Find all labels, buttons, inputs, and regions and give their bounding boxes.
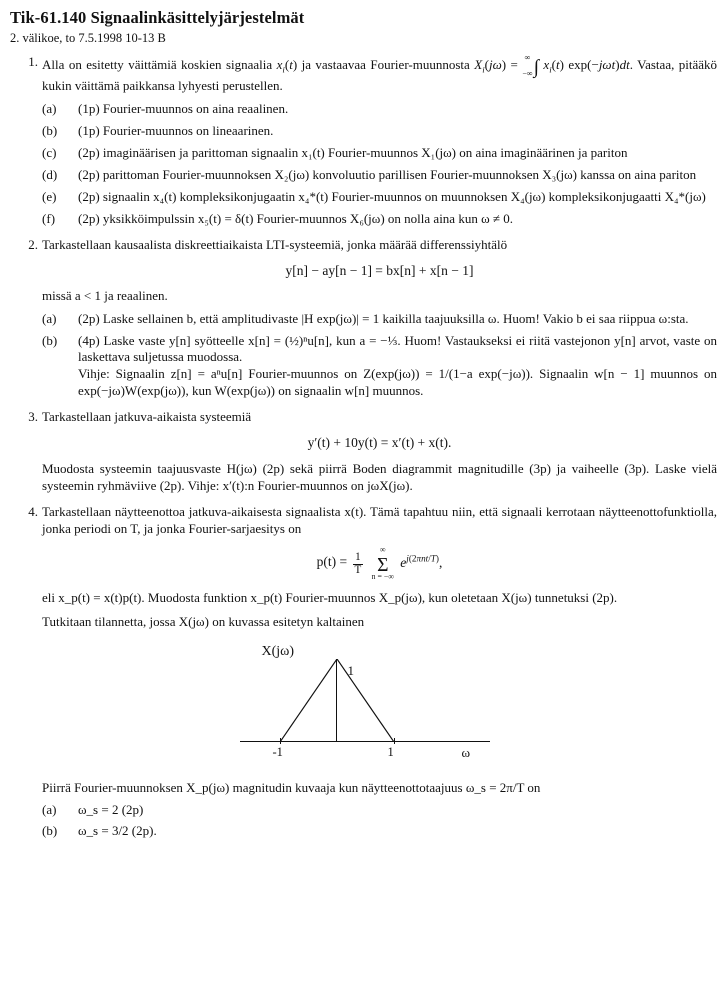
figure-x-tick-label-left: -1 [272,744,283,759]
problem-4-tail-items [42,802,717,839]
triangle-left-edge-icon [280,659,337,742]
problem-1-intro-b: ja vastaavaa Fourier-muunnosta [301,57,470,73]
problem-4-equation [42,546,717,580]
figure-x-tick-label-right: 1 [387,744,394,759]
problem-2b-hint: Vihje: Signaalin z[n] = aⁿu[n] Fourier-muunnos on Z(exp(jω)) = 1/(1−a exp(−jω)). Signaalin w[n − 1] muunnos on exp(−jω)W(exp(jω)), kun W(exp(jω)) on signaalin w[n] muunnos. [78,366,717,399]
problem-1-intro: Alla on esitetty väittämiä koskien signaalia $x_i(t)$ ja vastaavaa Fourier-muunnosta $X_i(j\omega)$ = ∞ −∞ ∫ $x_i(t)$ exp(−jωt)dt. Vastaa, pitääkö kukin väittämä paikkansa lyhyesti perustellen. [42,53,718,94]
list-item: (2p) imaginäärisen ja parittoman signaalin x₁(t) Fourier-muunnos X₁(jω) on aina imaginäärinen ja pariton [78,145,628,161]
problem-1-subitems [42,101,717,227]
problem-list [8,54,717,839]
problem-1-intro-a: Alla on esitetty väittämiä koskien signaalia [42,57,273,73]
problem-4 [8,504,717,839]
problem-2 [8,237,717,400]
problem-4-intro: Tarkastellaan näytteenottoa jatkuva-aikaisesta signaalista x(t). Tämä tapahtuu niin, että signaali kerrotaan näytteenottofunktiolla, jonka periodi on T, ja jonka Fourier-sarjaesitys on [42,503,717,536]
figure-x-axis-label: ω [461,744,471,760]
figure-tick-left [280,738,281,744]
figure-y-axis-label: X(jω) [261,643,295,659]
problem-3-intro: Tarkastellaan jatkuva-aikaista systeemiä [42,409,252,425]
problem-2b-text: (4p) Laske vaste y[n] syötteelle x[n] = (½)ⁿu[n], kun a = −⅓. Huom! Vastaukseksi ei riitä vastejonon y[n] arvot, vaste on laskettava suljetussa muodossa. [78,332,717,365]
problem-2-condition: missä a < 1 ja reaalinen. [42,288,168,304]
figure-container [42,645,717,770]
problem-4-after-equation: eli x_p(t) = x(t)p(t). Muodosta funktion x_p(t) Fourier-muunnos X_p(jω), kun oletetaan X(jω) tunnetuksi (2p). [42,589,618,605]
list-item: (1p) Fourier-muunnos on lineaarinen. [78,123,274,139]
problem-3-text: Muodosta systeemin taajuusvaste H(jω) (2p) sekä piirrä Boden diagrammit magnitudille (3p) ja vaiheelle (3p). Laske vielä systeemin ryhmäviive (2p). Vihje: x′(t):n Fourier-muunnos on jωX(jω). [42,460,717,493]
page-subtitle: 2. välikoe, to 7.5.1998 10-13 B [10,30,166,45]
problem-4-equation-rhs: $e^{j(2\pi nt/T)}$, [400,553,443,570]
one-over-t-fraction: $\frac{1}{T}$ [354,551,362,576]
problem-4-figure-intro: Tutkitaan tilannetta, jossa X(jω) on kuvassa esitetyn kaltainen [42,613,365,629]
problem-3-equation: y′(t) + 10y(t) = x′(t) + x(t). [307,435,452,451]
list-item [42,333,717,401]
problem-1 [8,54,717,227]
problem-3 [8,409,717,495]
triangle-right-edge-icon [337,659,394,742]
list-item: (2p) parittoman Fourier-muunnoksen X₂(jω) konvoluutio parillisen Fourier-muunnoksen X₃(jω) kanssa on aina pariton [78,167,697,182]
list-item: (2p) Laske sellainen b, että amplitudivaste |H exp(jω)| = 1 kaikilla taajuuksilla ω. Huom! Vakio b ei saa riippua ω:sta. [78,310,689,326]
figure-tick-right [394,738,395,744]
problem-4-tail-text: Piirrä Fourier-muunnoksen X_p(jω) magnitudin kuvaaja kun näytteenottotaajuus ω_s = 2π/T on [42,779,541,795]
list-item: (2p) signaalin x₄(t) kompleksikonjugaatin x₄*(t) Fourier-muunnos on muunnoksen X₄(jω) kompleksikonjugaatti X₄*(jω) [78,188,706,204]
problem-2-equation: y[n] − ay[n − 1] = bx[n] + x[n − 1] [285,262,474,278]
triangle-spectrum-figure [230,645,530,770]
page-title: Tik-61.140 Signaalinkäsittelyjärjestelmät [10,8,305,27]
list-item: ω_s = 2 (2p) [78,802,144,818]
problem-4-equation-lhs: p(t) = [316,554,348,570]
problem-2-subitems [42,311,717,400]
list-item: ω_s = 3/2 (2p). [78,822,157,838]
summation-symbol: ∞ Σ n = −∞ [371,545,394,581]
problem-1-intro-c: Vastaa, pitääkö kukin väittämä paikkansa lyhyesti perustellen. [42,57,718,94]
figure-peak-label: 1 [347,662,354,678]
list-item: (1p) Fourier-muunnos on aina reaalinen. [78,101,289,117]
problem-2-intro: Tarkastellaan kausaalista diskreettiaikaista LTI-systeemiä, jonka määrää differenssiyhtälö [42,236,508,252]
list-item: (2p) yksikköimpulssin x₅(t) = δ(t) Fourier-muunnos X₆(jω) on nolla aina kun ω ≠ 0. [78,210,514,226]
